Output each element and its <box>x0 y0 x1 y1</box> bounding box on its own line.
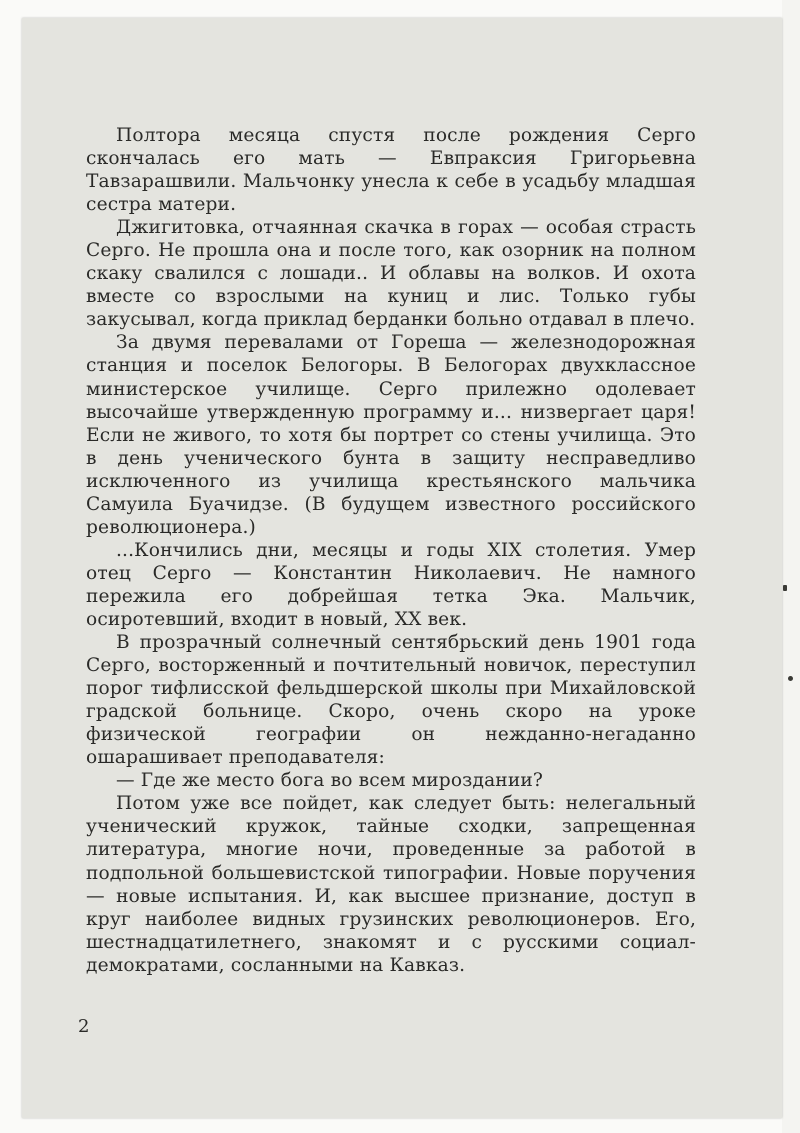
page-number: 2 <box>78 1016 90 1037</box>
scan-speck <box>783 585 787 591</box>
page-edge <box>782 0 800 1133</box>
paragraph-1: Полтора месяца спустя после рождения Серго скончалась его мать — Евпраксия Григорьевна Тавзарашвили. Мальчонку унесла к себе в усадьбу младшая сестра матери. <box>86 125 696 216</box>
paragraph-4: ...Кончились дни, месяцы и годы XIX столетия. Умер отец Серго — Константин Николаевич. Не намного пережила его добрейшая тетка Эка. Мальчик, осиротевший, входит в новый, XX век. <box>86 539 696 630</box>
paragraph-7: Потом уже все пойдет, как следует быть: нелегальный ученический кружок, тайные сходки, запрещенная литература, многие ночи, проведенные за работой в подпольной большевистской типографии. Новые поручения — новые испытания. И, как высшее признание, доступ в круг наиболее видных грузинских революционеров. Его, шестнадцатилетнего, знакомят и с русскими социал-демократами, сосланными на Кавказ. <box>86 793 696 976</box>
paragraph-2: Джигитовка, отчаянная скачка в горах — особая страсть Серго. Не прошла она и после того, как озорник на полном скаку свалился с лошади.. И облавы на волков. И охота вместе со взрослыми на куниц и лис. Только губы закусывал, когда приклад берданки больно отдавал в плечо. <box>86 217 696 331</box>
paragraph-6: — Где же место бога во всем мироздании? <box>116 770 544 792</box>
body-text <box>86 124 696 977</box>
paragraph-5: В прозрачный солнечный сентябрьский день 1901 года Серго, восторженный и почтительный новичок, переступил порог тифлисской фельдшерской школы при Михайловской градской больнице. Скоро, очень скоро на уроке физической географии он нежданно-негаданно ошарашивает преподавателя: <box>86 632 696 769</box>
scan-speck <box>788 676 793 681</box>
paragraph-3: За двумя перевалами от Гореша — железнодорожная станция и поселок Белогоры. В Белогорах двухклассное министерское училище. Серго прилежно одолевает высочайше утвержденную программу и... низвергает царя! Если не живого, то хотя бы портрет со стены училища. Это в день ученического бунта в защиту несправедливо исключенного из училища крестьянского мальчика Самуила Буачидзе. (В будущем известного российского революционера.) <box>86 332 696 538</box>
